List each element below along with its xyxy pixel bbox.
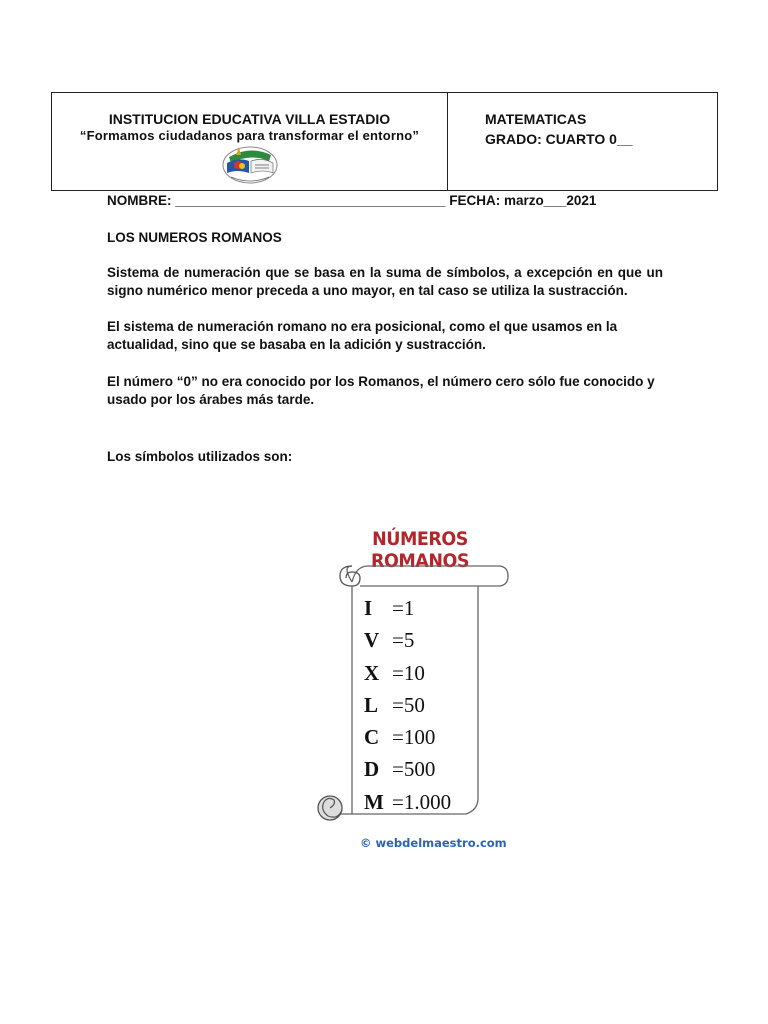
- numeral-row-l: [364, 693, 504, 725]
- header-school-cell: [52, 93, 448, 190]
- page-title: LOS NUMEROS ROMANOS: [107, 230, 282, 245]
- paragraph-positional: El sistema de numeración romano no era posicional, como el que usamos en la actualidad, sino que se basaba en la adición y sustracción.: [107, 319, 618, 352]
- paragraph-definition: Sistema de numeración que se basa en la suma de símbolos, a excepción en que un signo numérico menor preceda a uno mayor, en tal caso se utiliza la sustracción.: [107, 265, 663, 298]
- grade-label: GRADO: CUARTO 0__: [485, 131, 633, 147]
- numeral-value: =1.000: [392, 789, 452, 814]
- numeral-symbol: I: [364, 596, 373, 620]
- numeral-value: =10: [392, 660, 425, 685]
- numeral-list: [364, 596, 504, 822]
- school-motto: “Formamos ciudadanos para transformar el entorno”: [79, 128, 420, 143]
- numeral-value: =50: [392, 692, 425, 717]
- numeral-value: =500: [392, 757, 436, 782]
- numeral-row-i: [364, 596, 504, 628]
- numeral-row-d: [364, 757, 504, 789]
- numeral-symbol: V: [364, 628, 380, 653]
- numeral-value: =100: [392, 725, 436, 750]
- numeral-row-x: [364, 661, 504, 693]
- paragraph-zero: El número “0” no era conocido por los Romanos, el número cero sólo fue conocido y usado por los árabes más tarde.: [107, 374, 655, 407]
- subject-label: MATEMATICAS: [485, 111, 587, 127]
- numeral-symbol: L: [364, 692, 379, 717]
- numeral-symbol: X: [364, 660, 380, 685]
- figure-title: NÚMEROS ROMANOS: [370, 528, 470, 572]
- student-name-date-line: NOMBRE: ____________________________________ FECHA: marzo___2021: [107, 193, 597, 208]
- symbols-intro: Los símbolos utilizados son:: [107, 449, 293, 464]
- numeral-symbol: C: [364, 725, 380, 750]
- numeral-row-m: [364, 790, 504, 822]
- school-name: INSTITUCION EDUCATIVA VILLA ESTADIO: [108, 111, 391, 127]
- numeral-symbol: D: [364, 757, 380, 782]
- numeral-row-v: [364, 628, 504, 660]
- numeral-row-c: [364, 725, 504, 757]
- numeral-value: =1: [392, 596, 415, 620]
- header-subject-cell: [485, 109, 633, 149]
- school-logo: [219, 143, 281, 187]
- numeral-symbol: M: [364, 789, 384, 814]
- roman-numerals-figure: [312, 516, 528, 852]
- header-table: [51, 92, 718, 191]
- numeral-value: =5: [392, 628, 415, 653]
- figure-credit: © webdelmaestro.com: [360, 836, 507, 850]
